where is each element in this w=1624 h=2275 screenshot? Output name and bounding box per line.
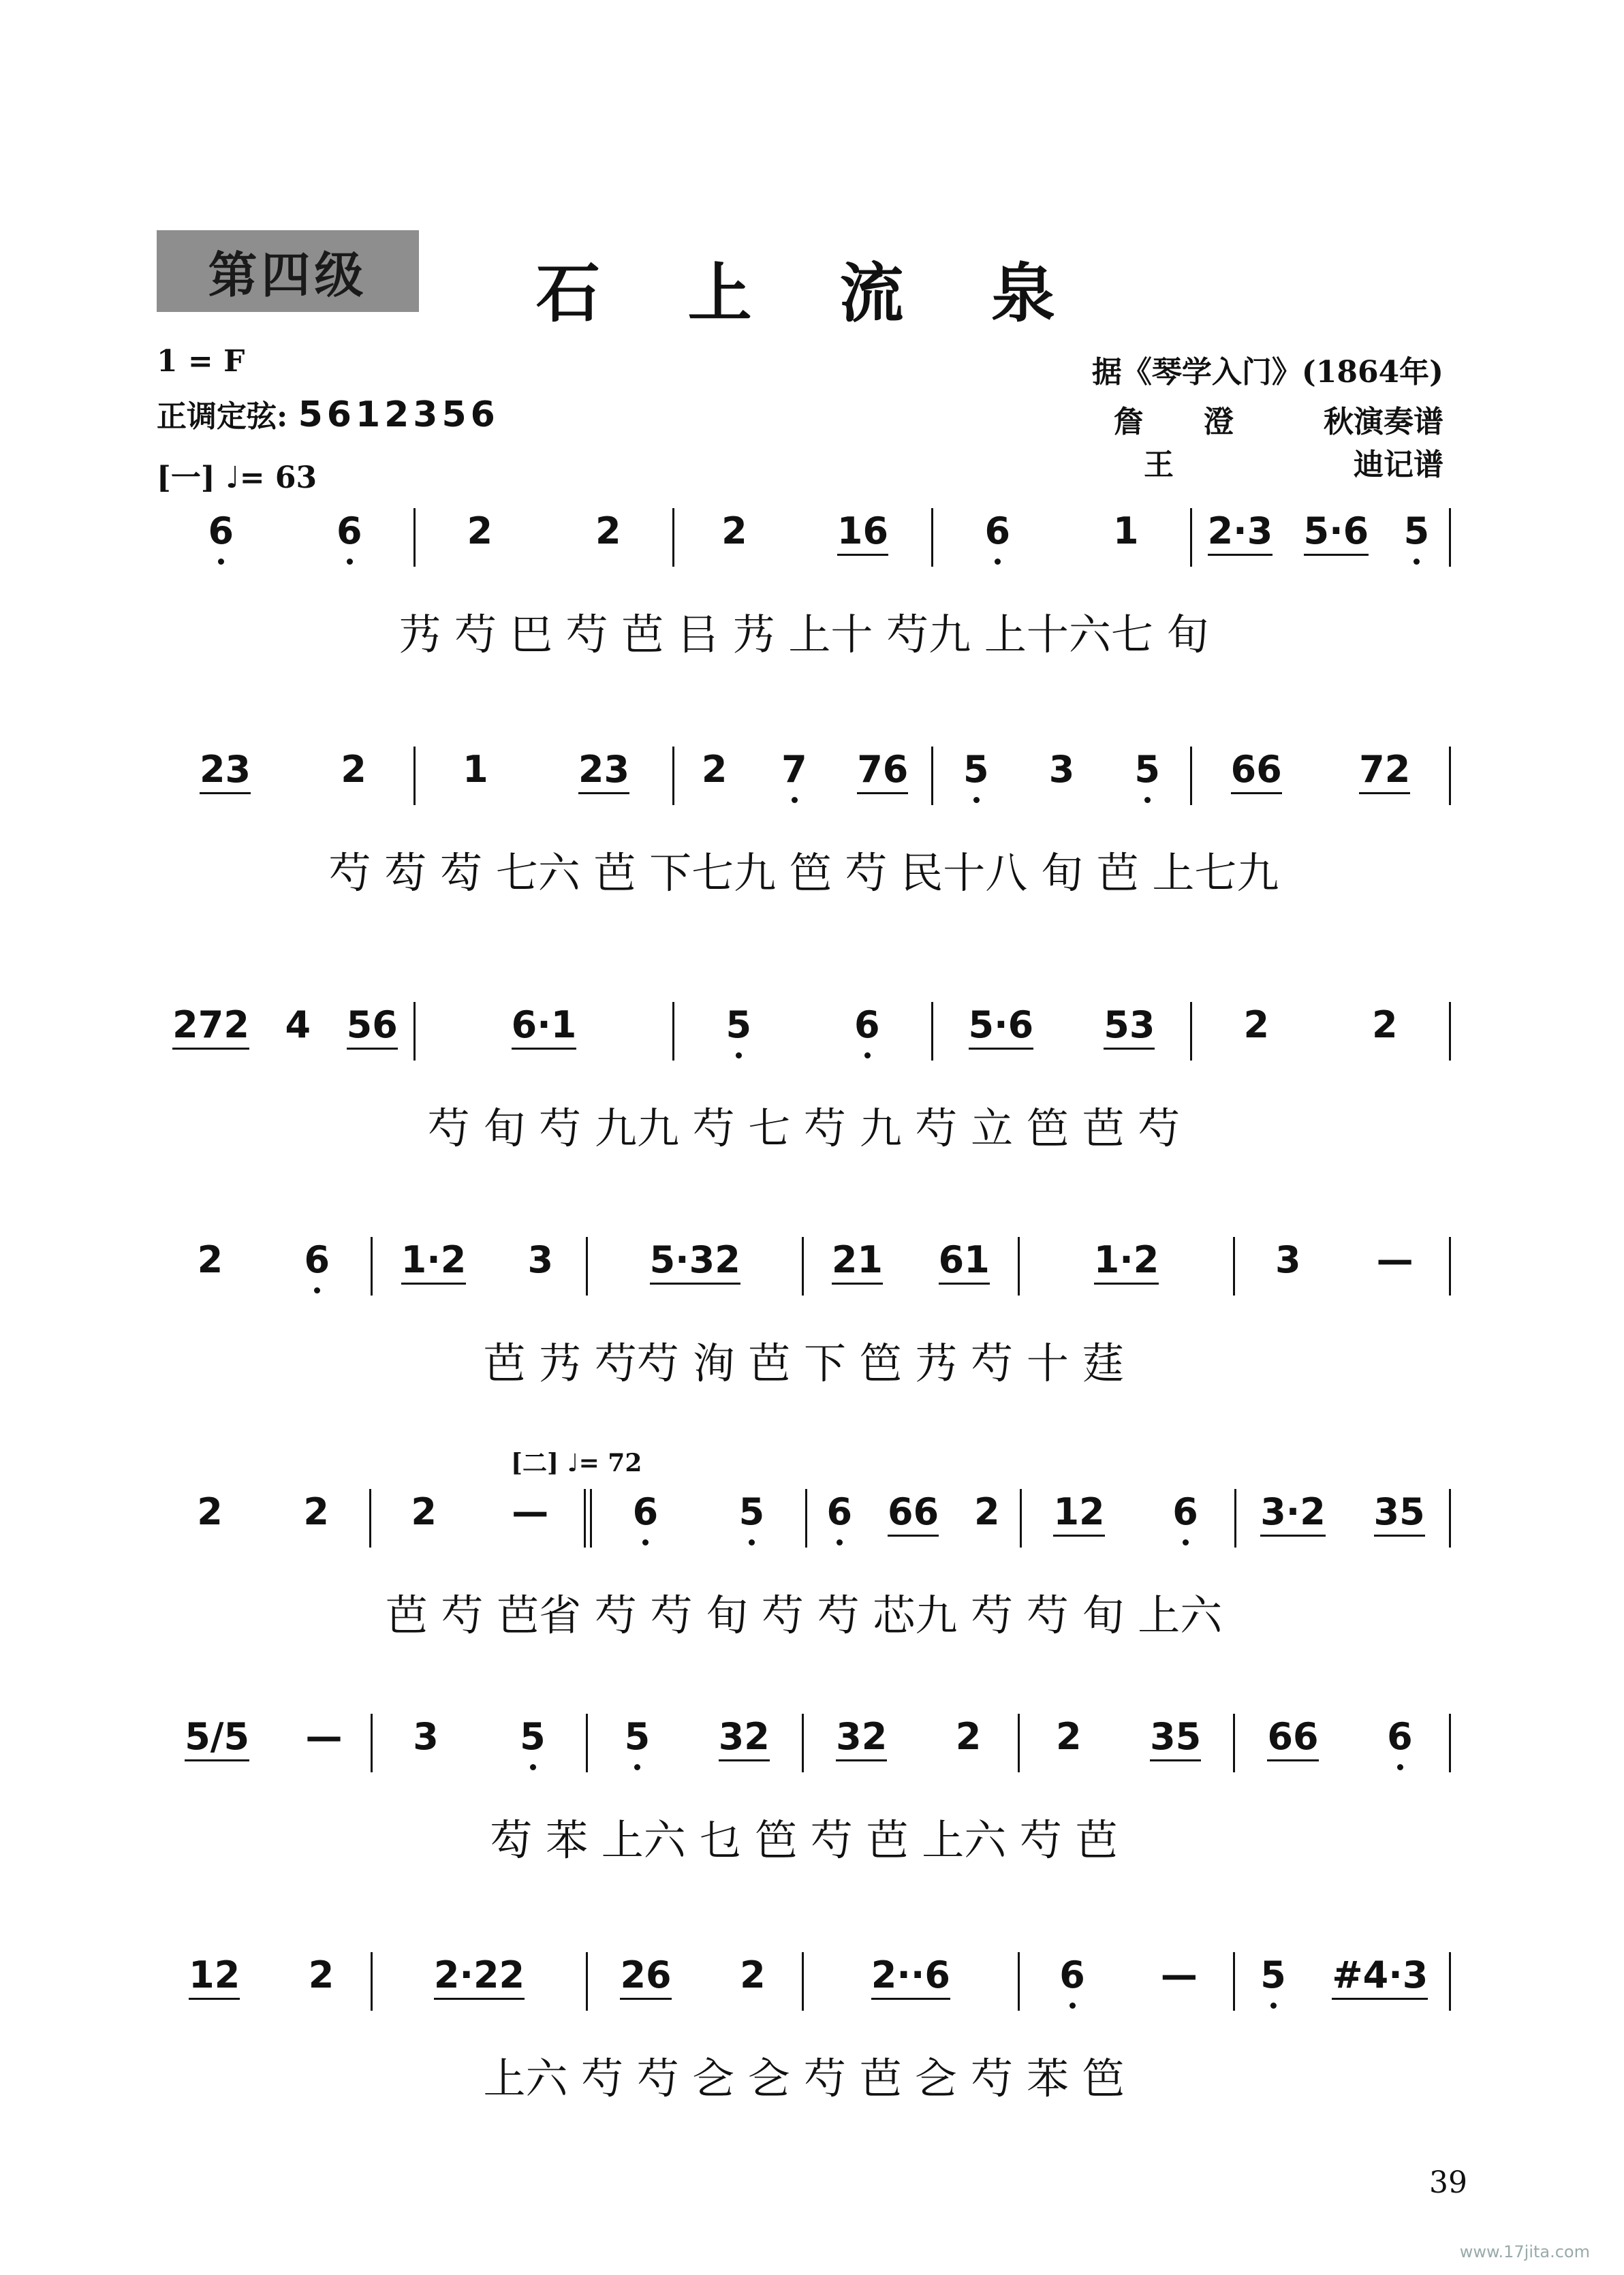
note: 2 [1056, 1715, 1082, 1758]
note: 4 [285, 1003, 311, 1046]
measure [807, 1485, 1020, 1537]
note: 5·6 [1304, 509, 1369, 556]
note: 2 [595, 509, 621, 552]
notes-line [157, 998, 1451, 1080]
note: #4·3 [1332, 1954, 1428, 2000]
notation-row [157, 998, 1451, 1165]
note: 35 [1374, 1490, 1425, 1537]
note: 26 [620, 1954, 671, 2000]
measure [416, 504, 672, 552]
note: 5·6 [969, 1003, 1034, 1050]
note: 5 [1399, 509, 1433, 552]
measure [157, 1948, 371, 2000]
measure [157, 1485, 369, 1533]
bar-line [1449, 747, 1451, 805]
note: — [1376, 1238, 1414, 1281]
measure [1022, 1485, 1234, 1537]
note: 66 [1231, 748, 1282, 794]
notation-row [157, 1233, 1451, 1400]
note: 3 [1275, 1238, 1301, 1281]
note: 5 [516, 1715, 550, 1758]
note: 5 [620, 1715, 654, 1758]
bar-line [1449, 1714, 1451, 1772]
measure [804, 1710, 1018, 1761]
level-badge: 第四级 [157, 230, 419, 312]
measure [1192, 742, 1449, 794]
notes-line [157, 1485, 1451, 1567]
measure [157, 1710, 371, 1761]
note: 76 [857, 748, 908, 794]
note: 56 [347, 1003, 398, 1050]
note: 6 [628, 1490, 662, 1533]
note: 5 [734, 1490, 768, 1533]
note: 2 [721, 509, 747, 552]
note: 23 [200, 748, 251, 794]
note: 6 [204, 509, 238, 552]
measure [933, 504, 1190, 552]
measure [1192, 504, 1449, 556]
note: 35 [1150, 1715, 1201, 1761]
measure [1192, 998, 1449, 1046]
note: 2 [467, 509, 493, 552]
section-2-tempo: [二] ♩= 72 [511, 1449, 642, 1477]
bar-line [584, 1489, 592, 1548]
notation-row [157, 1948, 1451, 2116]
note: 2··6 [871, 1954, 950, 2000]
tablature-line: 芶 苯 上六 乜 笆 芍 芭 上六 芍 芭 [490, 1815, 1118, 1865]
note: 2 [303, 1490, 329, 1533]
note: 5/5 [185, 1715, 249, 1761]
measure [1235, 1948, 1449, 2000]
tablature-line: 上六 芍 芍 㐈 㐈 芍 芭 㐈 芍 苯 笆 [483, 2053, 1125, 2103]
note: 5·32 [650, 1238, 740, 1285]
note: 2 [1243, 1003, 1270, 1046]
tablature-line: 芭 芍 芭省 芍 芍 旬 芍 芍 芯九 芍 芍 旬 上六 [385, 1590, 1223, 1640]
note: 32 [719, 1715, 770, 1761]
measure [804, 1233, 1018, 1285]
notes-line [157, 504, 1451, 586]
note: 6 [850, 1003, 884, 1046]
watermark: www.17jita.com [1459, 2242, 1590, 2261]
notation-row [157, 1485, 1451, 1652]
measure [674, 998, 931, 1046]
notation-row [157, 1710, 1451, 1877]
notes-line [157, 1233, 1451, 1315]
note: 2 [197, 1490, 223, 1533]
note: 1 [463, 748, 488, 791]
note: 23 [578, 748, 629, 794]
transcriber-credit: 王 迪记谱 [1144, 448, 1443, 482]
measure [804, 1948, 1018, 2000]
measure [592, 1485, 805, 1533]
note: 2 [1371, 1003, 1398, 1046]
note: 2 [197, 1238, 223, 1281]
note: 6 [822, 1490, 856, 1533]
note: 3·2 [1260, 1490, 1326, 1537]
note: 12 [189, 1954, 240, 2000]
note: 3 [1048, 748, 1075, 791]
measure [416, 998, 672, 1050]
measure [1236, 1485, 1449, 1537]
note: 12 [1053, 1490, 1104, 1537]
note: 2·3 [1208, 509, 1273, 556]
page-title: 石 上 流 泉 [535, 256, 1089, 331]
measure [588, 1948, 802, 2000]
bar-line [1449, 1237, 1451, 1296]
note: 53 [1104, 1003, 1155, 1050]
note: 66 [1267, 1715, 1318, 1761]
measure [674, 504, 931, 556]
measure [1020, 1710, 1234, 1761]
note: 1·2 [1094, 1238, 1159, 1285]
measure [1235, 1710, 1449, 1761]
measure [416, 742, 672, 794]
note: 6 [980, 509, 1014, 552]
notes-line [157, 742, 1451, 824]
note: 3 [413, 1715, 439, 1758]
measure [373, 1233, 587, 1285]
measure [373, 1948, 587, 2000]
note: 5 [1256, 1954, 1290, 1996]
note: 1·2 [401, 1238, 467, 1285]
note: 6·1 [512, 1003, 577, 1050]
note: 2 [701, 748, 728, 791]
tablature-line: 芍 芶 芶 七六 芭 下七九 笆 芍 民十八 旬 芭 上七九 [328, 847, 1279, 898]
note: 6 [1383, 1715, 1417, 1758]
note: 2 [955, 1715, 982, 1758]
note: 5 [721, 1003, 755, 1046]
note: 2·22 [434, 1954, 525, 2000]
notes-line [157, 1710, 1451, 1791]
measure [1020, 1233, 1234, 1285]
note: 5 [959, 748, 993, 791]
note: 32 [836, 1715, 887, 1761]
note: 1 [1112, 509, 1139, 552]
key-signature: 1 = F [157, 344, 245, 379]
note: 2 [411, 1490, 437, 1533]
note: 7 [777, 748, 811, 791]
notation-row [157, 742, 1451, 910]
note: 66 [888, 1490, 939, 1537]
note: 3 [527, 1238, 554, 1281]
notation-row [157, 504, 1451, 672]
measure [1235, 1233, 1449, 1281]
measure [588, 1233, 802, 1285]
note: — [1160, 1954, 1198, 1996]
note: 72 [1359, 748, 1410, 794]
section-1-tempo: [一] ♩= 63 [157, 460, 317, 495]
note: 21 [832, 1238, 883, 1285]
bar-line [1449, 1489, 1451, 1548]
performer-credit: 詹 澄 秋演奏谱 [1114, 405, 1443, 439]
tuning [157, 392, 499, 435]
note: 2 [308, 1954, 334, 1996]
notes-line [157, 1948, 1451, 2030]
note: 61 [939, 1238, 990, 1285]
bar-line [1449, 1952, 1451, 2011]
measure [157, 998, 413, 1050]
measure [588, 1710, 802, 1761]
note: 2 [740, 1954, 766, 1996]
note: — [512, 1490, 549, 1533]
tuning-digits: 5612356 [298, 394, 499, 435]
tablature-line: 芭 艿 芍芍 洵 芭 下 笆 艿 芍 十 莛 [483, 1338, 1125, 1388]
measure [157, 1233, 371, 1281]
tablature-line: 艿 芍 巴 芍 芭 㠯 艿 上十 芍九 上十六七 旬 [399, 609, 1209, 659]
note: — [305, 1715, 343, 1758]
tablature-line: 芍 旬 芍 九九 芍 七 芍 九 芍 立 笆 芭 芍 [427, 1103, 1181, 1153]
measure [157, 504, 413, 552]
note: 272 [172, 1003, 249, 1050]
bar-line [1449, 508, 1451, 567]
tuning-label: 正调定弦: [157, 399, 288, 434]
note: 2 [974, 1490, 1000, 1533]
measure [933, 998, 1190, 1050]
measure [371, 1485, 584, 1533]
note: 16 [837, 509, 888, 556]
measure [373, 1710, 587, 1758]
note: 6 [1055, 1954, 1089, 1996]
measure [674, 742, 931, 794]
measure [157, 742, 413, 794]
note: 5 [1130, 748, 1164, 791]
page-number: 39 [1429, 2165, 1467, 2200]
measure [1020, 1948, 1234, 1996]
bar-line [1449, 1002, 1451, 1061]
note: 6 [332, 509, 366, 552]
note: 6 [1168, 1490, 1202, 1533]
source-note: 据《琴学入门》(1864年) [1091, 355, 1443, 390]
note: 6 [300, 1238, 334, 1281]
measure [933, 742, 1190, 791]
note: 2 [341, 748, 366, 791]
